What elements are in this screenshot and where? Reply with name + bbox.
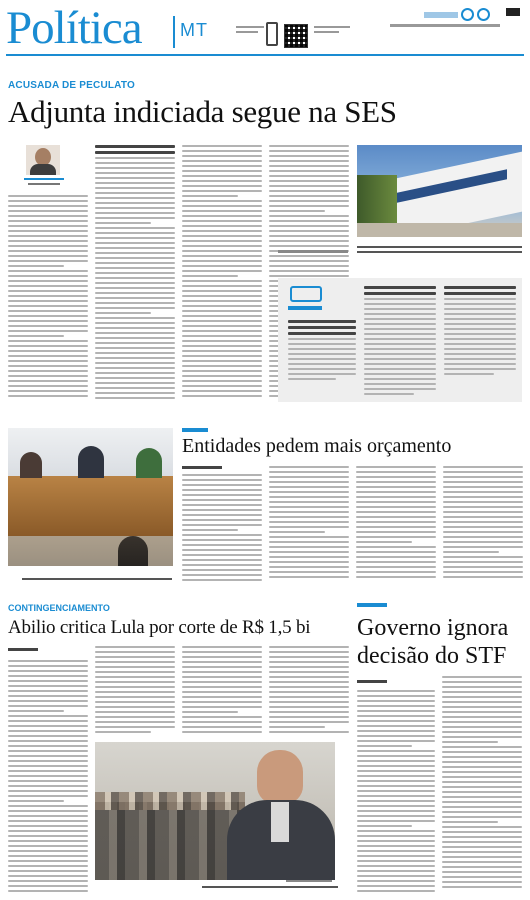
author-name: [24, 178, 64, 180]
story1-kicker: ACUSADA DE PECULATO: [8, 80, 135, 91]
story2-kicker: [182, 428, 208, 432]
story3-kicker: CONTINGENCIAMENTO: [8, 603, 110, 613]
story3-column-2: [95, 646, 175, 738]
story2-column-1: [182, 474, 262, 584]
story4-byline: [357, 680, 387, 683]
story3-byline: [8, 648, 38, 651]
story2-column-2: [269, 466, 349, 584]
story4-column-1: [357, 690, 435, 896]
story2-byline: [182, 466, 222, 469]
header-rule: [6, 54, 524, 56]
photo-caption-line-1: [357, 246, 522, 248]
promo-blurb: [236, 26, 264, 36]
story3-column-1: [8, 660, 88, 896]
photo-caption-line-2: [357, 251, 522, 253]
story4-kicker: [357, 603, 387, 607]
ses-building-photo: [357, 145, 522, 237]
story1-headline: Adjunta indiciada segue na SES: [8, 94, 397, 129]
logo-ring-icon: [461, 8, 474, 21]
section-brand: Política: [6, 2, 142, 54]
story2-column-3: [356, 466, 436, 584]
story4-column-2: [442, 676, 522, 896]
edition-date: [390, 24, 500, 27]
story4-headline-line2: decisão do STF: [357, 643, 507, 669]
sidebar-emblem-icon: [290, 286, 322, 302]
abilio-press-photo: [95, 742, 335, 880]
story3-headline: Abilio critica Lula por corte de R$ 1,5 bi: [8, 617, 311, 638]
qr-code-icon: [284, 24, 308, 48]
author-role: [28, 183, 60, 185]
section-label: MT: [180, 20, 208, 40]
story1-column-2: [95, 145, 175, 405]
brand-separator: [173, 16, 175, 48]
story1-column-1: [8, 195, 88, 405]
newspaper-logo: [424, 8, 490, 21]
story4-headline-line1: Governo ignora: [357, 615, 509, 641]
story2-headline: Entidades pedem mais orçamento: [182, 435, 452, 457]
sidebar-box: [278, 278, 522, 402]
meeting-photo: [8, 428, 173, 566]
story2-column-4: [443, 466, 523, 584]
abilio-photo-caption: [202, 886, 338, 888]
story3-column-3: [182, 646, 262, 738]
page-number: [506, 8, 520, 16]
phone-icon: [266, 22, 278, 46]
masthead: [0, 0, 530, 58]
author-portrait: [26, 145, 60, 175]
story3-column-4: [269, 646, 349, 738]
story1-column-3: [182, 145, 262, 405]
meeting-photo-caption: [22, 578, 172, 580]
promo-blurb-2: [314, 26, 350, 36]
logo-ring-icon: [477, 8, 490, 21]
photo-credit: [278, 250, 348, 253]
abilio-photo-credit: [286, 880, 332, 882]
